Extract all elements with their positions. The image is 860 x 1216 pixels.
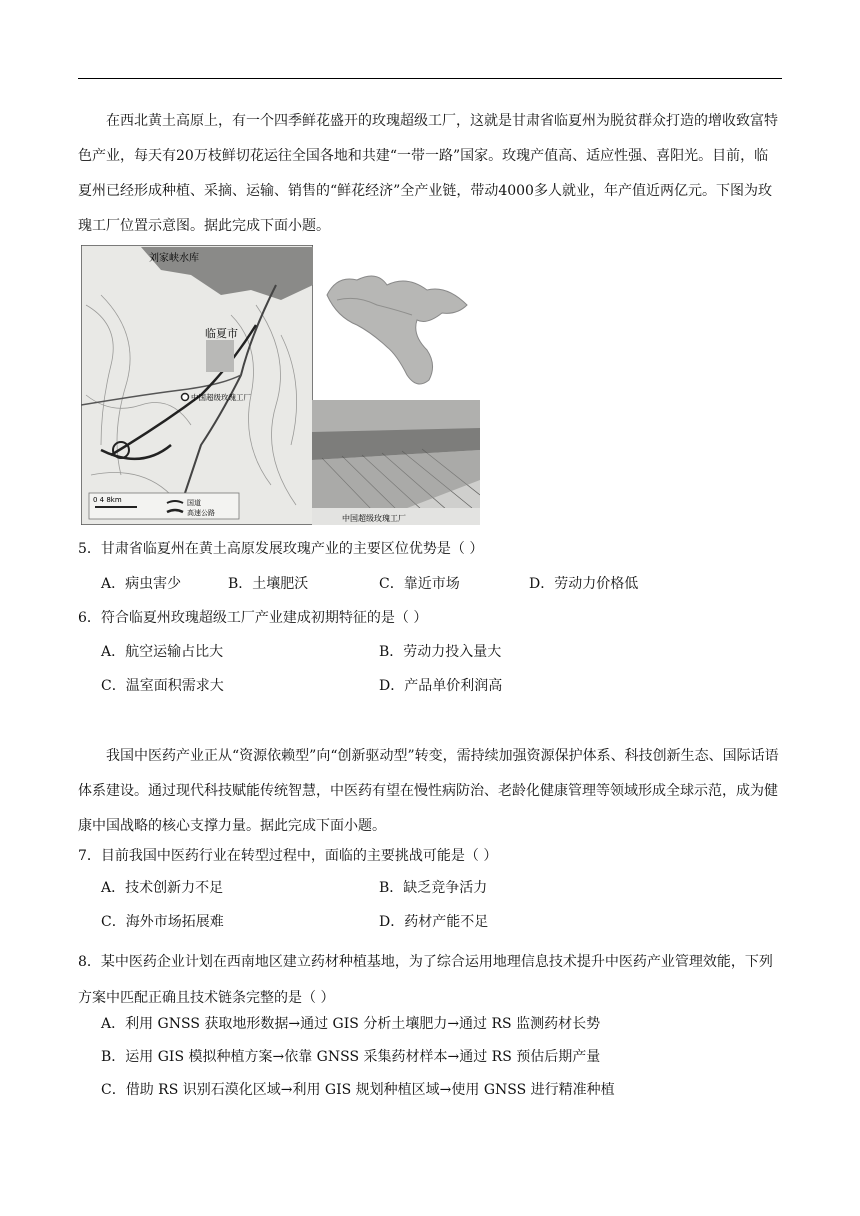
gansu-outline-map: [317, 255, 477, 395]
greenhouse-photo: [312, 400, 480, 525]
photo-caption: 中国超级玫瑰工厂: [342, 514, 406, 523]
passage-rose-factory: 在西北黄土高原上，有一个四季鲜花盛开的玫瑰超级工厂，这就是甘肃省临夏州为脱贫群众打造的增收致富特色产业，每天有20万枝鲜切花运往全国各地和共建“一带一路”国家。玫瑰产值高、适应性强、喜阳光。目前，临夏州已经形成种植、采摘、运输、销售的“鲜花经济”全产业链，带动4000多人就业，年产值近两亿元。下图为玫瑰工厂位置示意图。据此完成下面小题。: [78, 113, 778, 234]
city-label: 临夏市: [205, 327, 238, 340]
q6-option-a: A．航空运输占比大: [101, 644, 224, 660]
q7-option-b: B．缺乏竞争活力: [379, 880, 488, 896]
q5-option-d: D．劳动力价格低: [529, 576, 639, 592]
q8-option-a: A．利用 GNSS 获取地形数据→通过 GIS 分析土壤肥力→通过 RS 监测药材长势: [101, 1016, 601, 1032]
q8-option-c: C．借助 RS 识别石漠化区域→利用 GIS 规划种植区域→使用 GNSS 进行精准种植: [101, 1082, 615, 1098]
factory-map-label: 中国超级玫瑰工厂: [191, 393, 251, 402]
q7-option-d: D．药材产能不足: [379, 914, 489, 930]
q5-option-b: B．土壤肥沃: [228, 576, 309, 592]
question-7-stem: 7．目前我国中医药行业在转型过程中，面临的主要挑战可能是（ ）: [78, 848, 498, 864]
legend-highway-label: 高速公路: [187, 509, 215, 517]
q6-option-b: B．劳动力投入量大: [379, 644, 502, 660]
q6-option-d: D．产品单价利润高: [379, 678, 503, 694]
question-8-stem: 8．某中医药企业计划在西南地区建立药材种植基地，为了综合运用地理信息技术提升中医药产业管理效能，下列方案中匹配正确且技术链条完整的是（ ）: [78, 954, 773, 1006]
question-6-stem: 6．符合临夏州玫瑰超级工厂产业建成初期特征的是（ ）: [78, 610, 428, 626]
q8-option-b: B．运用 GIS 模拟种植方案→依靠 GNSS 采集药材样本→通过 RS 预估后期产量: [101, 1049, 601, 1065]
question-5-stem: 5．甘肃省临夏州在黄土高原发展玫瑰产业的主要区位优势是（ ）: [78, 541, 484, 557]
q7-option-a: A．技术创新力不足: [101, 880, 224, 896]
rose-factory-figure: [81, 245, 481, 525]
reservoir-label: 刘家峡水库: [149, 253, 199, 264]
q5-option-a: A．病虫害少: [101, 576, 182, 592]
q5-option-c: C．靠近市场: [379, 576, 460, 592]
q7-option-c: C．海外市场拓展难: [101, 914, 224, 930]
q6-option-c: C．温室面积需求大: [101, 678, 224, 694]
header-rule: [78, 78, 782, 79]
legend-road-label: 国道: [187, 499, 201, 507]
passage-tcm: 我国中医药产业正从“资源依赖型”向“创新驱动型”转变，需持续加强资源保护体系、科技创新生态、国际话语体系建设。通过现代科技赋能传统智慧，中医药有望在慢性病防治、老龄化健康管理等领域形成全球示范，成为健康中国战略的核心支撑力量。据此完成下面小题。: [78, 748, 779, 834]
location-map: [81, 245, 313, 525]
scale-label: 0 4 8km: [93, 496, 122, 504]
